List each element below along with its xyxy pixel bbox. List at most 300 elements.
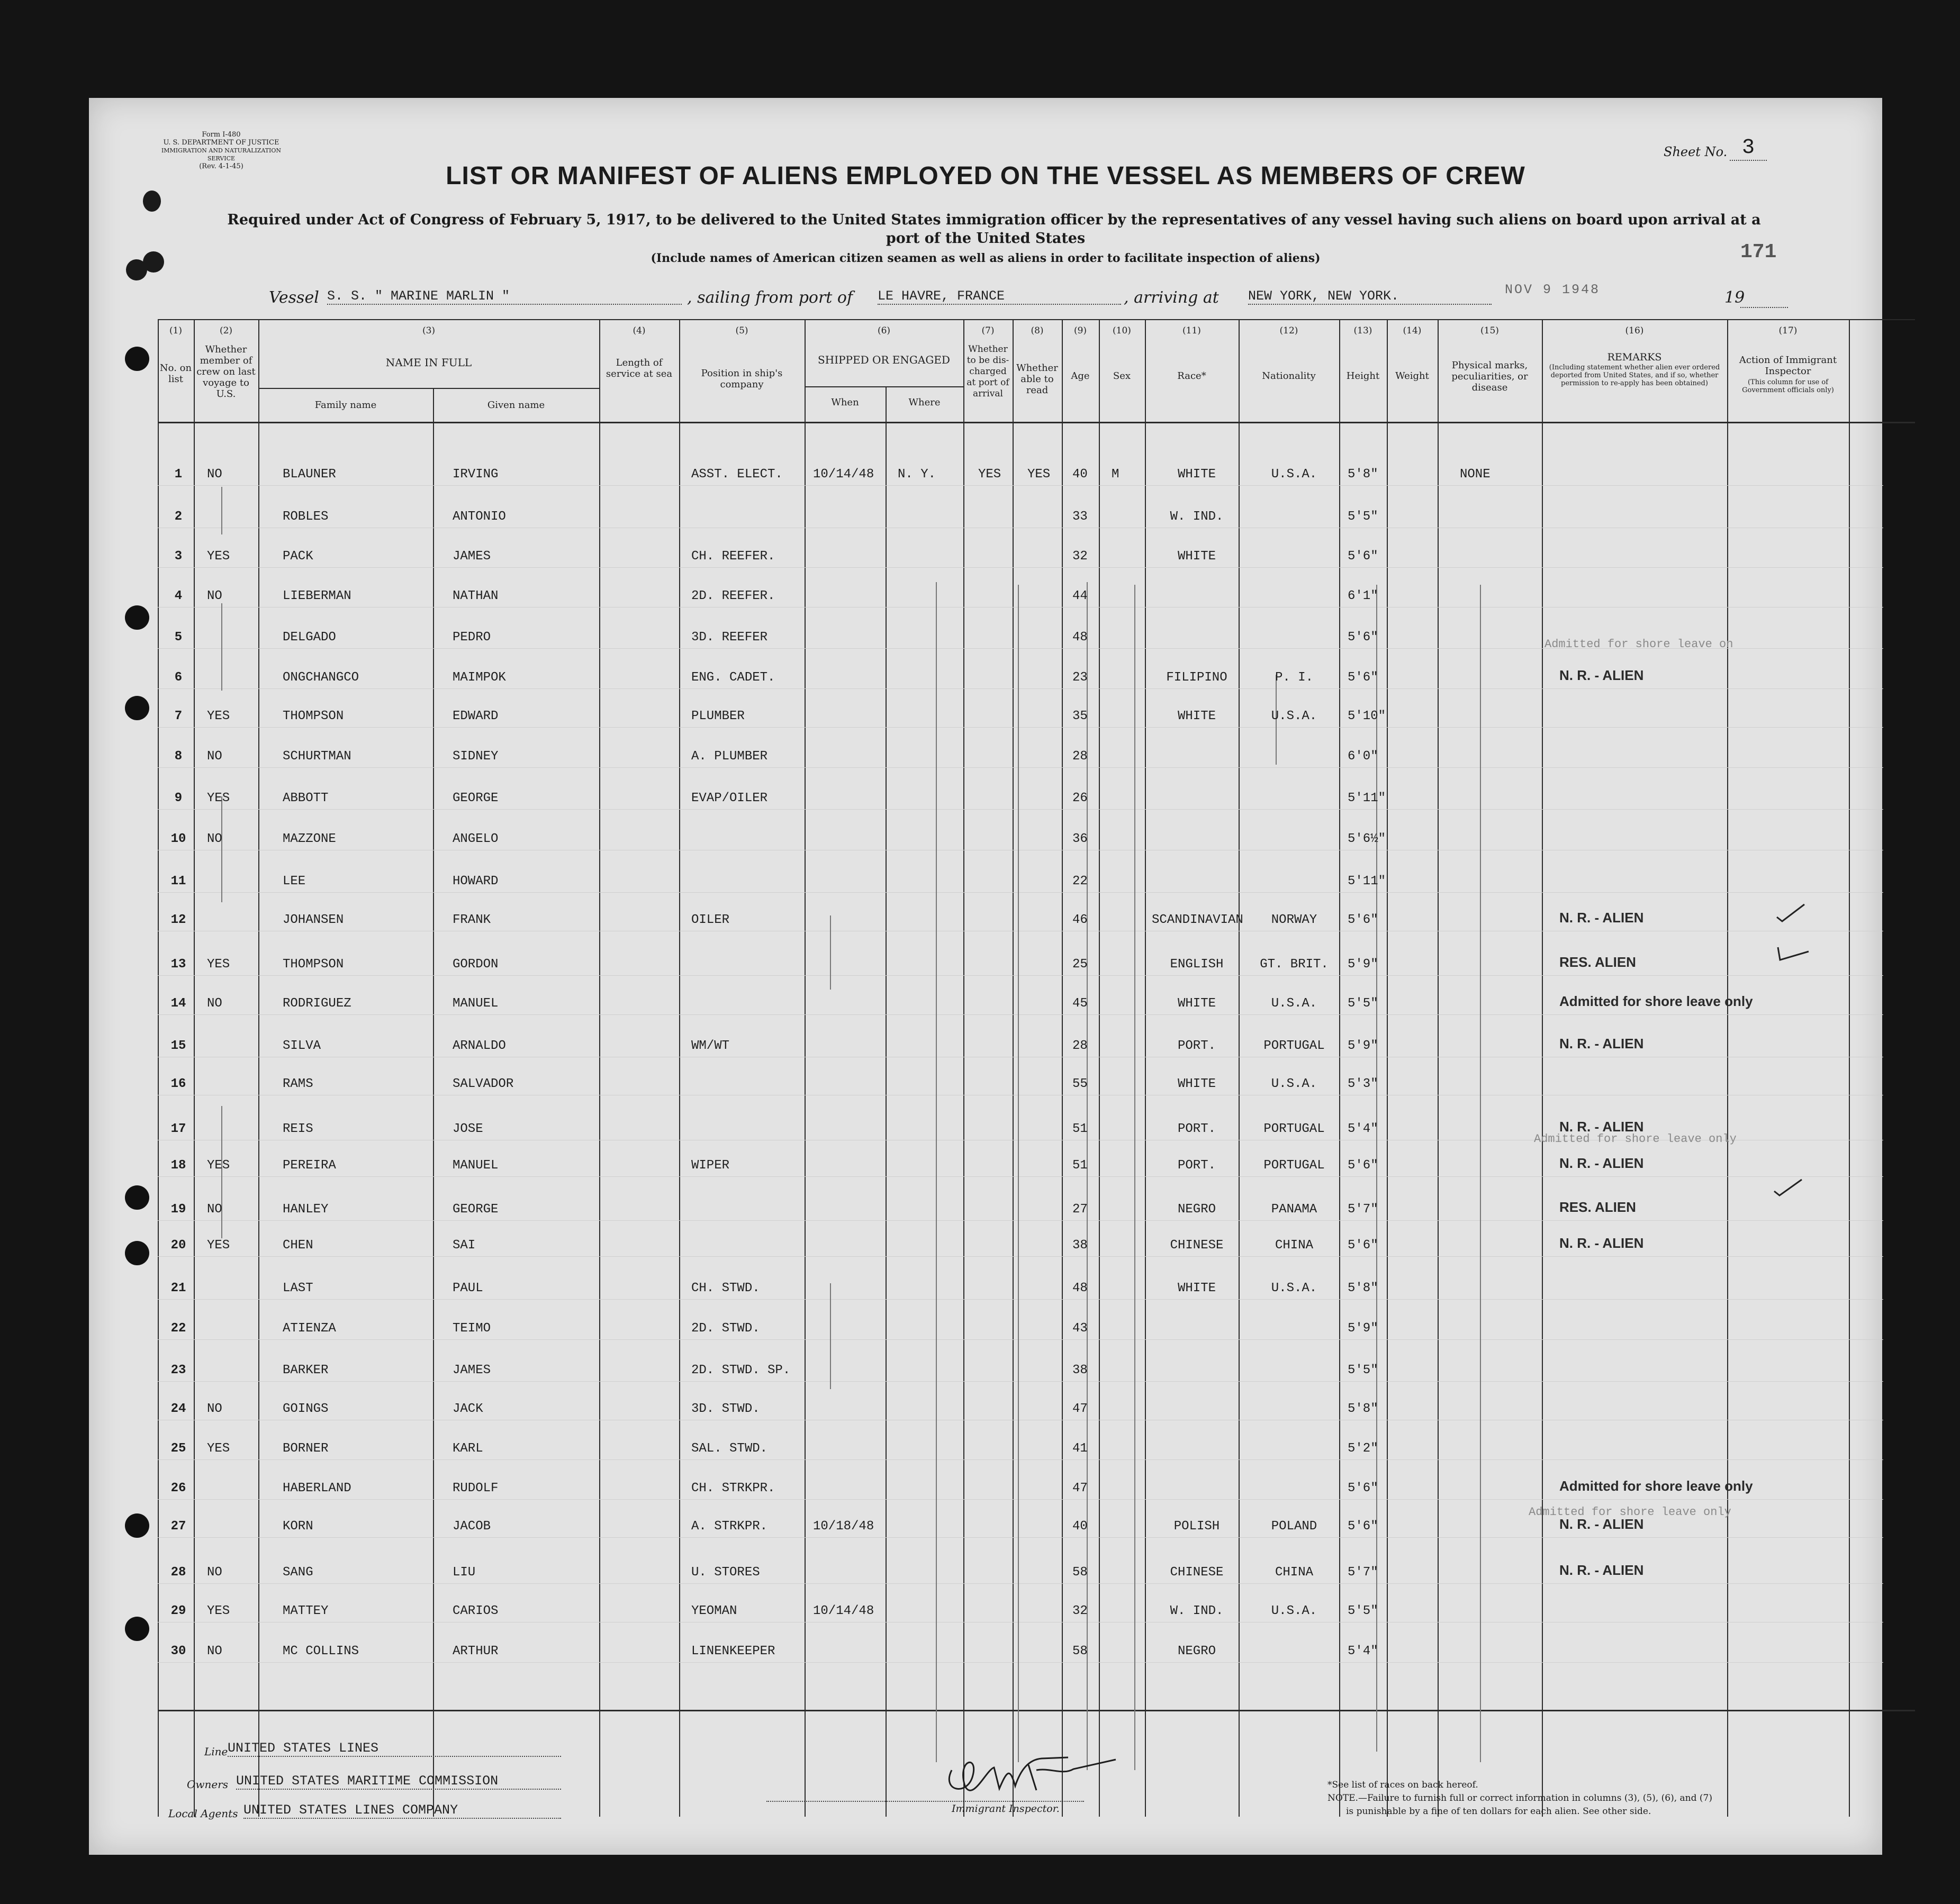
cell-position: 2D. STWD.	[691, 1321, 760, 1336]
col-rule	[599, 319, 600, 1817]
cell-previous-voyage: YES	[207, 1238, 230, 1253]
punch-hole	[125, 1513, 149, 1538]
owners-value: UNITED STATES MARITIME COMMISSION	[236, 1773, 561, 1790]
col-rule	[1062, 319, 1063, 1817]
cell-age: 43	[1072, 1321, 1088, 1336]
cell-row-number: 3	[174, 549, 183, 564]
cell-age: 33	[1072, 510, 1088, 524]
cell-age: 38	[1072, 1238, 1088, 1253]
punch-hole	[125, 696, 149, 720]
cell-nationality: POLAND	[1271, 1519, 1317, 1534]
cell-height: 5'4"	[1348, 1644, 1378, 1658]
cell-previous-voyage: NO	[207, 1402, 222, 1416]
cell-height: 5'6"	[1348, 913, 1378, 927]
table-bottom-rule	[158, 1710, 1915, 1711]
col-header-nationality: Nationality	[1262, 370, 1316, 382]
cell-remarks: RES. ALIEN	[1559, 954, 1636, 970]
cell-given-name: JOSE	[453, 1122, 483, 1136]
cell-family-name: BARKER	[283, 1363, 329, 1377]
cell-row-number: 30	[170, 1644, 186, 1658]
col-header-no: No. on list	[159, 362, 192, 385]
cell-previous-voyage: YES	[207, 549, 230, 564]
cell-family-name: RODRIGUEZ	[283, 996, 351, 1011]
cell-nationality: U.S.A.	[1271, 709, 1317, 723]
punch-hole	[125, 1617, 149, 1641]
cell-age: 46	[1072, 913, 1088, 927]
cell-nationality: U.S.A.	[1271, 467, 1317, 482]
table-top-rule	[158, 319, 1915, 320]
cell-family-name: THOMPSON	[283, 709, 344, 723]
cell-position: A. PLUMBER	[691, 749, 768, 764]
races-note: *See list of races on back hereof.	[1327, 1780, 1478, 1790]
cell-height: 5'5"	[1348, 510, 1378, 524]
cell-nationality: PANAMA	[1271, 1202, 1317, 1217]
checkmark-icon	[1775, 942, 1812, 963]
ditto-line	[221, 487, 222, 534]
footer-note-1: NOTE.—Failure to furnish full or correct information in columns (3), (5), (6), and (7)	[1327, 1793, 1712, 1803]
cell-race: WHITE	[1177, 467, 1216, 482]
col-number: (7)	[981, 325, 995, 336]
cell-age: 27	[1072, 1202, 1088, 1217]
punch-hole	[125, 605, 149, 630]
cell-nationality: GT. BRIT.	[1260, 957, 1329, 972]
ditto-line	[221, 796, 222, 902]
col-rule	[1849, 319, 1850, 1817]
cell-family-name: THOMPSON	[283, 957, 344, 972]
cell-given-name: FRANK	[453, 913, 491, 927]
cell-nationality: NORWAY	[1271, 913, 1317, 927]
cell-family-name: MATTEY	[283, 1604, 329, 1618]
cell-row-number: 24	[170, 1402, 186, 1416]
date-stamp: NOV 9 1948	[1505, 282, 1601, 297]
year-label: 19	[1724, 288, 1745, 307]
cell-nationality: PORTUGAL	[1263, 1039, 1325, 1053]
cell-height: 5'8"	[1348, 1281, 1378, 1295]
col-rule	[1239, 319, 1240, 1817]
cell-family-name: ONGCHANGCO	[283, 670, 359, 685]
cell-age: 47	[1072, 1481, 1088, 1495]
cell-position: A. STRKPR.	[691, 1519, 768, 1534]
cell-height: 5'4"	[1348, 1122, 1378, 1136]
cell-given-name: ANGELO	[453, 832, 499, 846]
cell-height: 5'3"	[1348, 1077, 1378, 1091]
col-header-sex: Sex	[1113, 370, 1131, 382]
stamp-number: 171	[1740, 241, 1777, 264]
cell-age: 58	[1072, 1644, 1088, 1658]
cell-age: 45	[1072, 996, 1088, 1011]
ruled-line	[158, 767, 1883, 768]
cell-row-number: 17	[170, 1122, 186, 1136]
col-rule	[1339, 319, 1340, 1817]
cell-given-name: GORDON	[453, 957, 499, 972]
cell-given-name: PAUL	[453, 1281, 483, 1295]
cell-family-name: PEREIRA	[283, 1158, 336, 1173]
cell-remarks: N. R. - ALIEN	[1559, 1235, 1644, 1251]
col-header-family: Family name	[314, 400, 377, 411]
cell-nationality: PORTUGAL	[1263, 1158, 1325, 1173]
col-number: (11)	[1182, 325, 1201, 336]
cell-race: NEGRO	[1177, 1644, 1216, 1658]
cell-nationality: U.S.A.	[1271, 996, 1317, 1011]
revision: (Rev. 4-1-45)	[199, 162, 243, 170]
cell-race: NEGRO	[1177, 1202, 1216, 1217]
col-rule	[805, 319, 806, 1817]
cell-height: 5'7"	[1348, 1565, 1378, 1580]
cell-family-name: SCHURTMAN	[283, 749, 351, 764]
cell-row-number: 11	[170, 874, 186, 888]
cell-given-name: PEDRO	[453, 630, 491, 645]
cell-discharged: YES	[978, 467, 1001, 482]
cell-previous-voyage: YES	[207, 1158, 230, 1173]
cell-age: 58	[1072, 1565, 1088, 1580]
cell-race: ENGLISH	[1170, 957, 1224, 972]
ruled-line	[158, 1537, 1883, 1538]
footer-note-2: is punishable by a fine of ten dollars for each alien. See other side.	[1346, 1806, 1651, 1817]
faint-stamp: Admitted for shore leave only	[1529, 1506, 1731, 1519]
col-number: (3)	[422, 325, 436, 336]
col-number: (14)	[1403, 325, 1422, 336]
col-rule	[158, 319, 159, 1817]
cell-race: W. IND.	[1170, 1604, 1224, 1618]
cell-given-name: JAMES	[453, 1363, 491, 1377]
cell-family-name: HANLEY	[283, 1202, 329, 1217]
year-underline	[1740, 307, 1788, 308]
cell-age: 40	[1072, 467, 1088, 482]
cell-age: 25	[1072, 957, 1088, 972]
cell-race: PORT.	[1177, 1039, 1216, 1053]
inspector-signature-line	[766, 1801, 1084, 1802]
cell-remarks: N. R. - ALIEN	[1559, 1036, 1644, 1051]
ruled-line	[158, 607, 1883, 608]
cell-family-name: RAMS	[283, 1077, 313, 1091]
col-header-remarks: REMARKS	[1607, 351, 1662, 363]
cell-height: 5'2"	[1348, 1441, 1378, 1456]
cell-age: 32	[1072, 549, 1088, 564]
cell-nationality: U.S.A.	[1271, 1604, 1317, 1618]
cell-position: CH. REEFER.	[691, 549, 775, 564]
form-number: Form I-480	[202, 131, 241, 139]
cell-height: 5'6½"	[1348, 832, 1386, 846]
cell-age: 55	[1072, 1077, 1088, 1091]
cell-family-name: LEE	[283, 874, 306, 888]
col-number: (8)	[1031, 325, 1044, 336]
department: U. S. DEPARTMENT OF JUSTICE	[163, 139, 279, 147]
cell-height: 5'8"	[1348, 1402, 1378, 1416]
ruled-line	[158, 1499, 1883, 1500]
col-rule	[886, 386, 887, 1817]
cell-age: 47	[1072, 1402, 1088, 1416]
cell-remarks: Admitted for shore leave only	[1559, 1478, 1753, 1494]
cell-position: 3D. STWD.	[691, 1402, 760, 1416]
col-header-position: Position in ship's company	[701, 368, 783, 390]
cell-remarks: N. R. - ALIEN	[1559, 1119, 1644, 1135]
cell-row-number: 26	[170, 1481, 186, 1495]
cell-given-name: JACOB	[453, 1519, 491, 1534]
cell-height: 5'9"	[1348, 1039, 1378, 1053]
ditto-line	[936, 582, 937, 1762]
col-number: (12)	[1279, 325, 1298, 336]
ruled-line	[158, 688, 1883, 689]
cell-given-name: SIDNEY	[453, 749, 499, 764]
cell-age: 32	[1072, 1604, 1088, 1618]
cell-previous-voyage: NO	[207, 1565, 222, 1580]
col-rule	[258, 319, 259, 1817]
ruled-line	[158, 1662, 1883, 1663]
cell-previous-voyage: YES	[207, 957, 230, 972]
cell-remarks: N. R. - ALIEN	[1559, 910, 1644, 926]
arriving-at: NEW YORK, NEW YORK.	[1248, 288, 1492, 305]
cell-family-name: MAZZONE	[283, 832, 336, 846]
cell-age: 35	[1072, 709, 1088, 723]
cell-row-number: 4	[174, 589, 183, 603]
cell-height: 5'6"	[1348, 1238, 1378, 1253]
cell-row-number: 27	[170, 1519, 186, 1534]
cell-family-name: BLAUNER	[283, 467, 336, 482]
col-header-shipped: SHIPPED OR ENGAGED	[818, 353, 950, 366]
cell-height: 5'5"	[1348, 1363, 1378, 1377]
cell-height: 6'0"	[1348, 749, 1378, 764]
cell-shipped-when: 10/14/48	[813, 1604, 874, 1618]
vessel-label: Vessel	[269, 288, 319, 307]
ruled-line	[158, 1299, 1883, 1300]
ruled-line	[158, 485, 1883, 486]
cell-age: 44	[1072, 589, 1088, 603]
cell-given-name: RUDOLF	[453, 1481, 499, 1495]
cell-given-name: MANUEL	[453, 1158, 499, 1173]
ink-blot	[143, 251, 164, 273]
cell-age: 28	[1072, 1039, 1088, 1053]
cell-given-name: KARL	[453, 1441, 483, 1456]
cell-height: 5'6"	[1348, 1519, 1378, 1534]
cell-height: 5'6"	[1348, 1481, 1378, 1495]
shipped-subheader-rule	[805, 386, 963, 387]
cell-row-number: 10	[170, 832, 186, 846]
cell-position: WIPER	[691, 1158, 730, 1173]
sailing-from: LE HAVRE, FRANCE	[878, 288, 1121, 305]
cell-family-name: ATIENZA	[283, 1321, 336, 1336]
col-header-marks: Physical marks, peculiarities, or disease	[1451, 360, 1528, 393]
col-number: (1)	[169, 325, 183, 336]
owners-label: Owners	[187, 1778, 229, 1791]
cell-age: 41	[1072, 1441, 1088, 1456]
cell-row-number: 21	[170, 1281, 186, 1295]
cell-row-number: 8	[174, 749, 183, 764]
cell-row-number: 12	[170, 913, 186, 927]
cell-race: PORT.	[1177, 1122, 1216, 1136]
ditto-line	[1134, 585, 1135, 1770]
cell-remarks: N. R. - ALIEN	[1559, 1562, 1644, 1578]
ruled-line	[158, 1339, 1883, 1340]
subtitle-line-1: Required under Act of Congress of February 5, 1917, to be delivered to the United States immigration officer by the representatives of any vessel having such aliens on board upon arrival at a	[227, 212, 1761, 228]
col-rule	[1727, 319, 1728, 1817]
cell-height: 6'1"	[1348, 589, 1378, 603]
sailing-label: , sailing from port of	[687, 288, 853, 307]
cell-height: 5'6"	[1348, 630, 1378, 645]
cell-remarks: N. R. - ALIEN	[1559, 1516, 1644, 1532]
cell-age: 51	[1072, 1158, 1088, 1173]
cell-family-name: ABBOTT	[283, 791, 329, 805]
punch-hole	[125, 347, 149, 371]
cell-given-name: EDWARD	[453, 709, 499, 723]
sheet-number: 3	[1730, 136, 1767, 161]
cell-given-name: LIU	[453, 1565, 476, 1580]
cell-remarks: Admitted for shore leave only	[1559, 993, 1753, 1009]
name-subheader-rule	[258, 388, 599, 389]
col-header-discharged: Whether to be dis-charged at port of arrival	[967, 344, 1009, 399]
cell-row-number: 2	[174, 510, 183, 524]
col-header-given: Given name	[487, 400, 545, 411]
cell-position: CH. STWD.	[691, 1281, 760, 1295]
cell-family-name: HABERLAND	[283, 1481, 351, 1495]
ruled-line	[158, 1014, 1883, 1015]
col-rule	[1542, 319, 1543, 1817]
cell-row-number: 25	[170, 1441, 186, 1456]
cell-race: PORT.	[1177, 1158, 1216, 1173]
cell-nationality: PORTUGAL	[1263, 1122, 1325, 1136]
cell-nationality: CHINA	[1275, 1565, 1313, 1580]
col-header-read: Whether able to read	[1016, 362, 1058, 396]
cell-age: 28	[1072, 749, 1088, 764]
cell-height: 5'6"	[1348, 670, 1378, 685]
cell-given-name: ARNALDO	[453, 1039, 506, 1053]
cell-row-number: 23	[170, 1363, 186, 1377]
ruled-line	[158, 1459, 1883, 1460]
col-header-height: Height	[1346, 370, 1380, 382]
cell-race: CHINESE	[1170, 1565, 1224, 1580]
col-header-age: Age	[1071, 370, 1090, 382]
cell-given-name: MANUEL	[453, 996, 499, 1011]
cell-given-name: ANTONIO	[453, 510, 506, 524]
col-number: (2)	[219, 325, 233, 336]
cell-previous-voyage: NO	[207, 996, 222, 1011]
col-header-inspector: Action of Immigrant Inspector	[1739, 355, 1837, 377]
cell-given-name: SAI	[453, 1238, 476, 1253]
cell-row-number: 29	[170, 1604, 186, 1618]
cell-family-name: GOINGS	[283, 1402, 329, 1416]
col-rule	[1387, 319, 1388, 1817]
cell-age: 36	[1072, 832, 1088, 846]
cell-age: 38	[1072, 1363, 1088, 1377]
ruled-line	[158, 1583, 1883, 1584]
col-number: (6)	[877, 325, 891, 336]
cell-previous-voyage: YES	[207, 791, 230, 805]
cell-height: 5'5"	[1348, 1604, 1378, 1618]
col-number: (9)	[1073, 325, 1087, 336]
cell-previous-voyage: NO	[207, 749, 222, 764]
service: IMMIGRATION AND NATURALIZATION SERVICE	[161, 147, 282, 162]
cell-height: 5'11"	[1348, 791, 1386, 805]
cell-family-name: PACK	[283, 549, 313, 564]
cell-row-number: 1	[174, 467, 183, 482]
cell-shipped-when: 10/14/48	[813, 467, 874, 482]
col-header-name: NAME IN FULL	[385, 356, 472, 369]
cell-previous-voyage: NO	[207, 589, 222, 603]
cell-able-to-read: YES	[1027, 467, 1051, 482]
cell-height: 5'6"	[1348, 549, 1378, 564]
cell-race: W. IND.	[1170, 510, 1224, 524]
agents-value: UNITED STATES LINES COMPANY	[243, 1802, 561, 1819]
cell-previous-voyage: YES	[207, 709, 230, 723]
col-number: (13)	[1353, 325, 1372, 336]
ruled-line	[158, 1381, 1883, 1382]
cell-height: 5'7"	[1348, 1202, 1378, 1217]
cell-previous-voyage: NO	[207, 1644, 222, 1658]
cell-height: 5'8"	[1348, 467, 1378, 482]
cell-position: CH. STRKPR.	[691, 1481, 775, 1495]
ruled-line	[158, 727, 1883, 728]
ditto-line	[221, 603, 222, 691]
cell-physical-marks: NONE	[1460, 467, 1491, 482]
cell-row-number: 6	[174, 670, 183, 685]
col-rule	[1145, 319, 1146, 1817]
subtitle-line-3: (Include names of American citizen seamen as well as aliens in order to facilitate inspection of aliens)	[651, 251, 1321, 265]
col-rule	[194, 319, 195, 1817]
line-value: UNITED STATES LINES	[228, 1740, 561, 1757]
arriving-label: , arriving at	[1124, 288, 1219, 307]
cell-height: 5'9"	[1348, 1321, 1378, 1336]
cell-row-number: 9	[174, 791, 183, 805]
col-header-inspector-note: (This column for use of Government officials only)	[1742, 378, 1834, 394]
cell-row-number: 16	[170, 1077, 186, 1091]
cell-height: 5'11"	[1348, 874, 1386, 888]
col-header-race: Race*	[1177, 370, 1206, 382]
line-label: Line	[204, 1745, 228, 1758]
ditto-line	[1480, 585, 1481, 1762]
cell-position: SAL. STWD.	[691, 1441, 768, 1456]
cell-family-name: SILVA	[283, 1039, 321, 1053]
col-header-remarks-note: (Including statement whether alien ever ordered deported from United States, and if so, whether permission to re-apply has been obtained)	[1549, 364, 1720, 387]
col-rule	[1013, 319, 1014, 1817]
cell-height: 5'10"	[1348, 709, 1386, 723]
col-rule	[433, 388, 434, 1817]
cell-family-name: LAST	[283, 1281, 313, 1295]
cell-shipped-when: 10/18/48	[813, 1519, 874, 1534]
ink-blot	[143, 191, 161, 212]
cell-given-name: SALVADOR	[453, 1077, 514, 1091]
ditto-line	[830, 1283, 831, 1389]
ruled-line	[158, 809, 1883, 810]
sheet-label: Sheet No.	[1664, 144, 1728, 159]
cell-race: POLISH	[1173, 1519, 1220, 1534]
cell-position: YEOMAN	[691, 1604, 737, 1618]
col-header-weight: Weight	[1395, 370, 1429, 382]
cell-height: 5'9"	[1348, 957, 1378, 972]
ruled-line	[158, 1220, 1883, 1221]
cell-nationality: U.S.A.	[1271, 1281, 1317, 1295]
ruled-line	[158, 1176, 1883, 1177]
cell-shipped-where: N. Y.	[898, 467, 936, 482]
cell-position: LINENKEEPER	[691, 1644, 775, 1658]
cell-position: 2D. STWD. SP.	[691, 1363, 791, 1377]
cell-family-name: JOHANSEN	[283, 913, 344, 927]
cell-given-name: JAMES	[453, 549, 491, 564]
cell-family-name: MC COLLINS	[283, 1644, 359, 1658]
cell-position: OILER	[691, 913, 730, 927]
cell-row-number: 19	[170, 1202, 186, 1217]
cell-position: EVAP/OILER	[691, 791, 768, 805]
cell-nationality: P. I.	[1275, 670, 1313, 685]
agents-label: Local Agents	[168, 1807, 238, 1820]
cell-nationality: CHINA	[1275, 1238, 1313, 1253]
col-number: (4)	[633, 325, 646, 336]
cell-given-name: GEORGE	[453, 1202, 499, 1217]
cell-age: 26	[1072, 791, 1088, 805]
cell-remarks: N. R. - ALIEN	[1559, 1155, 1644, 1171]
cell-sex: M	[1112, 467, 1119, 482]
cell-age: 48	[1072, 1281, 1088, 1295]
col-number: (10)	[1113, 325, 1131, 336]
manifest-sheet	[89, 98, 1882, 1855]
